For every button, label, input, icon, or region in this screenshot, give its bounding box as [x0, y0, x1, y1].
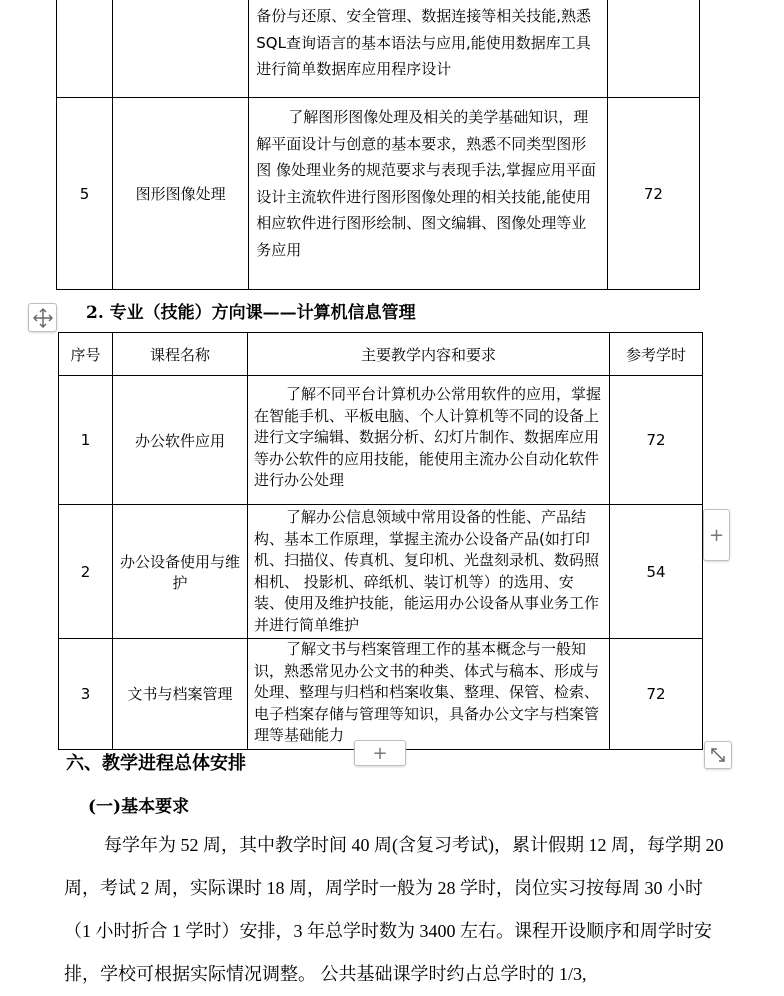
table-row — [59, 639, 703, 750]
header-no: 序号 — [59, 333, 113, 376]
cell-name — [113, 0, 249, 98]
table-resize-handle[interactable] — [704, 741, 732, 769]
table-row — [59, 505, 703, 639]
cell-no — [57, 0, 113, 98]
cell-name: 办公软件应用 — [113, 376, 248, 505]
cell-hours: 72 — [610, 639, 703, 750]
cell-no: 5 — [57, 98, 113, 290]
cell-hours: 72 — [607, 98, 699, 290]
cell-hours: 54 — [610, 505, 703, 639]
add-column-button[interactable] — [703, 509, 730, 561]
cell-name: 办公设备使用与维护 — [113, 505, 248, 639]
course-table-general — [56, 0, 700, 290]
cell-content: 了解不同平台计算机办公常用软件的应用，掌握在智能手机、平板电脑、个人计算机等不同的设备上进行文字编辑、数据分析、幻灯片制作、数据库应用等办公软件的应用技能，能使用主流办公自动化软件进行办公处理 — [248, 376, 610, 505]
section-heading-direction: 2. 专业（技能）方向课——计算机信息管理 — [86, 303, 416, 323]
header-hours: 参考学时 — [610, 333, 703, 376]
course-table-direction — [58, 332, 703, 750]
plus-icon: + — [372, 742, 388, 764]
table-row — [57, 0, 700, 98]
cell-no: 2 — [59, 505, 113, 639]
cell-hours: 72 — [610, 376, 703, 505]
cell-hours — [607, 0, 699, 98]
table-row — [59, 376, 703, 505]
body-paragraph: 每学年为 52 周，其中教学时间 40 周(含复习考试)，累计假期 12 周，每学期 20 周，考试 2 周，实际课时 18 周，周学时一般为 28 学时，岗位实习按每周 30 小时（1 小时折合 1 学时）安排，3 年总学时数为 3400 左右。课程开设顺序和周学时安排，学校可根据实际情况调整。 公共基础课学时约占总学时的 1/3, — [64, 835, 724, 984]
plus-icon: + — [708, 524, 725, 546]
subsection-heading-requirements: (一)基本要求 — [88, 797, 190, 817]
cell-no: 1 — [59, 376, 113, 505]
cell-content: 了解图形图像处理及相关的美学基础知识，理解平面设计与创意的基本要求，熟悉不同类型图形图 像处理业务的规范要求与表现手法,掌握应用平面设计主流软件进行图形图像处理的相关技能,能使用相应软件进行图形绘制、图文编辑、图像处理等业务应用 — [249, 98, 608, 290]
cell-no: 3 — [59, 639, 113, 750]
cell-name: 文书与档案管理 — [113, 639, 248, 750]
resize-diagonal-icon — [709, 746, 727, 764]
move-arrows-icon — [32, 307, 54, 329]
header-content: 主要教学内容和要求 — [248, 333, 610, 376]
table-row — [57, 98, 700, 290]
cell-content: 了解文书与档案管理工作的基本概念与一般知识，熟悉常见办公文书的种类、体式与稿本、形成与处理、整理与归档和档案收集、整理、保管、检索、电子档案存储与管理等知识，具备办公文字与档案管理等基础能力 — [248, 639, 610, 750]
cell-content: 备份与还原、安全管理、数据连接等相关技能,熟悉SQL查询语言的基本语法与应用,能使用数据库工具进行简单数据库应用程序设计 — [249, 0, 608, 98]
table-header-row — [59, 333, 703, 376]
table-move-handle[interactable] — [28, 303, 57, 332]
add-row-button[interactable] — [354, 740, 406, 766]
cell-content: 了解办公信息领域中常用设备的性能、产品结构、基本工作原理，掌握主流办公设备产品(如打印机、扫描仪、传真机、复印机、光盘刻录机、数码照相机、 投影机、碎纸机、装订机等）的选用、安装、使用及维护技能，能运用办公设备从事业务工作并进行简单维护 — [248, 505, 610, 639]
cell-name: 图形图像处理 — [113, 98, 249, 290]
section-heading-schedule: 六、教学进程总体安排 — [66, 753, 246, 774]
header-name: 课程名称 — [113, 333, 248, 376]
